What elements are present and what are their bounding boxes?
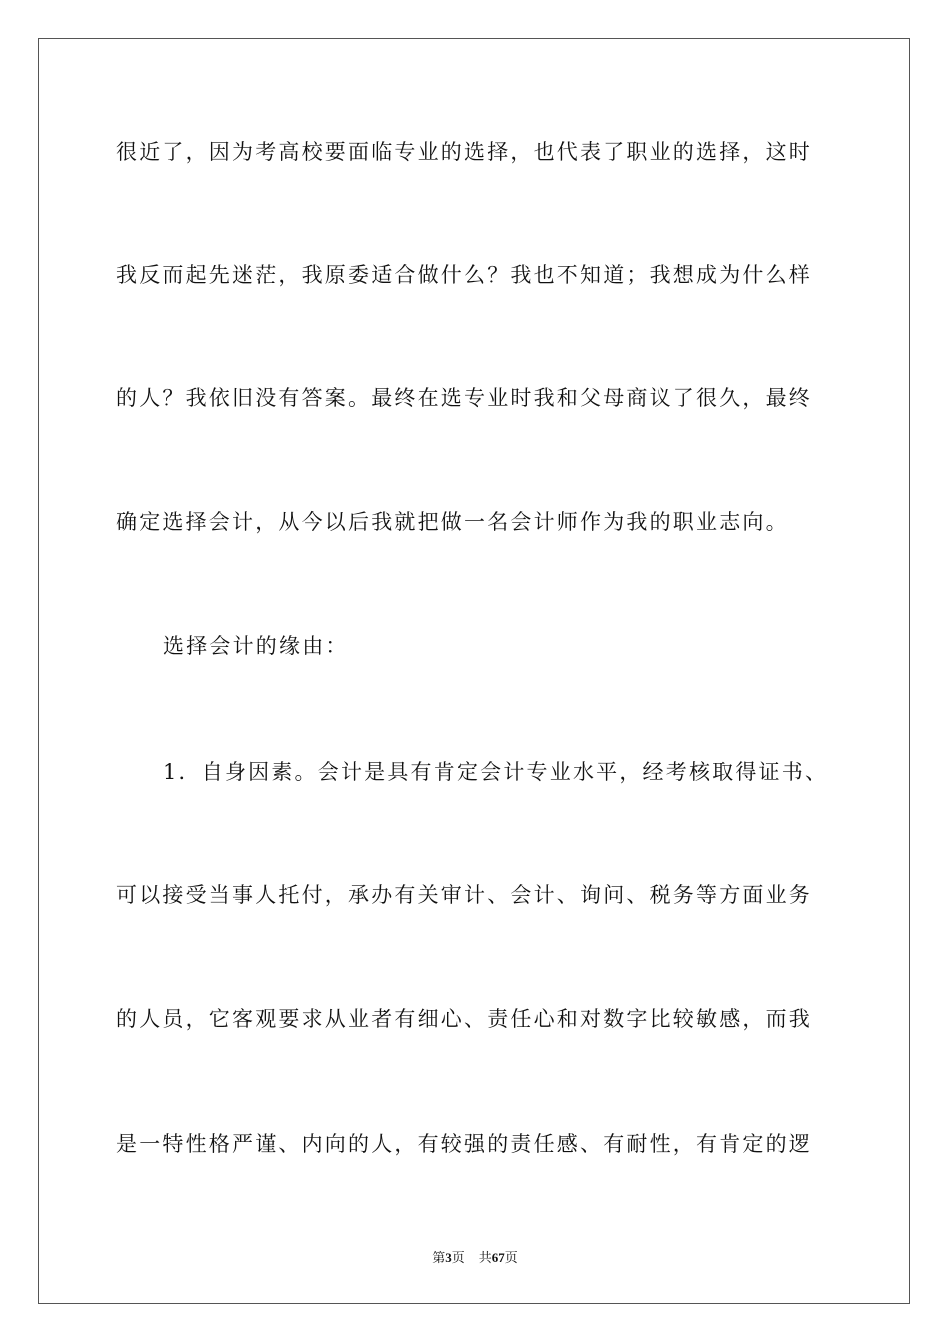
body-line-2: 我反而起先迷茫，我原委适合做什么？我也不知道；我想成为什么样 bbox=[116, 263, 812, 287]
page-border bbox=[38, 38, 910, 1304]
footer-total-pages: 67 bbox=[491, 1250, 505, 1265]
page-footer bbox=[0, 1247, 950, 1266]
body-line-9: 是一特性格严谨、内向的人，有较强的责任感、有耐性，有肯定的逻 bbox=[116, 1132, 812, 1156]
footer-page-number: 3 bbox=[445, 1250, 452, 1265]
body-line-7: 可以接受当事人托付，承办有关审计、会计、询问、税务等方面业务 bbox=[116, 883, 812, 907]
body-line-4: 确定选择会计，从今以后我就把做一名会计师作为我的职业志向。 bbox=[116, 510, 789, 534]
body-line-6: 1．自身因素。会计是具有肯定会计专业水平，经考核取得证书、 bbox=[163, 760, 829, 784]
body-line-3: 的人？我依旧没有答案。最终在选专业时我和父母商议了很久，最终 bbox=[116, 386, 812, 410]
body-line-8: 的人员，它客观要求从业者有细心、责任心和对数字比较敏感，而我 bbox=[116, 1007, 812, 1031]
footer-page-suffix: 页 bbox=[451, 1251, 465, 1266]
footer-total-suffix: 页 bbox=[504, 1251, 518, 1266]
footer-total-prefix: 共 bbox=[478, 1251, 492, 1266]
body-line-1: 很近了，因为考高校要面临专业的选择，也代表了职业的选择，这时 bbox=[116, 140, 812, 164]
footer-page-prefix: 第 bbox=[432, 1251, 446, 1266]
section-heading: 选择会计的缘由： bbox=[163, 634, 349, 658]
